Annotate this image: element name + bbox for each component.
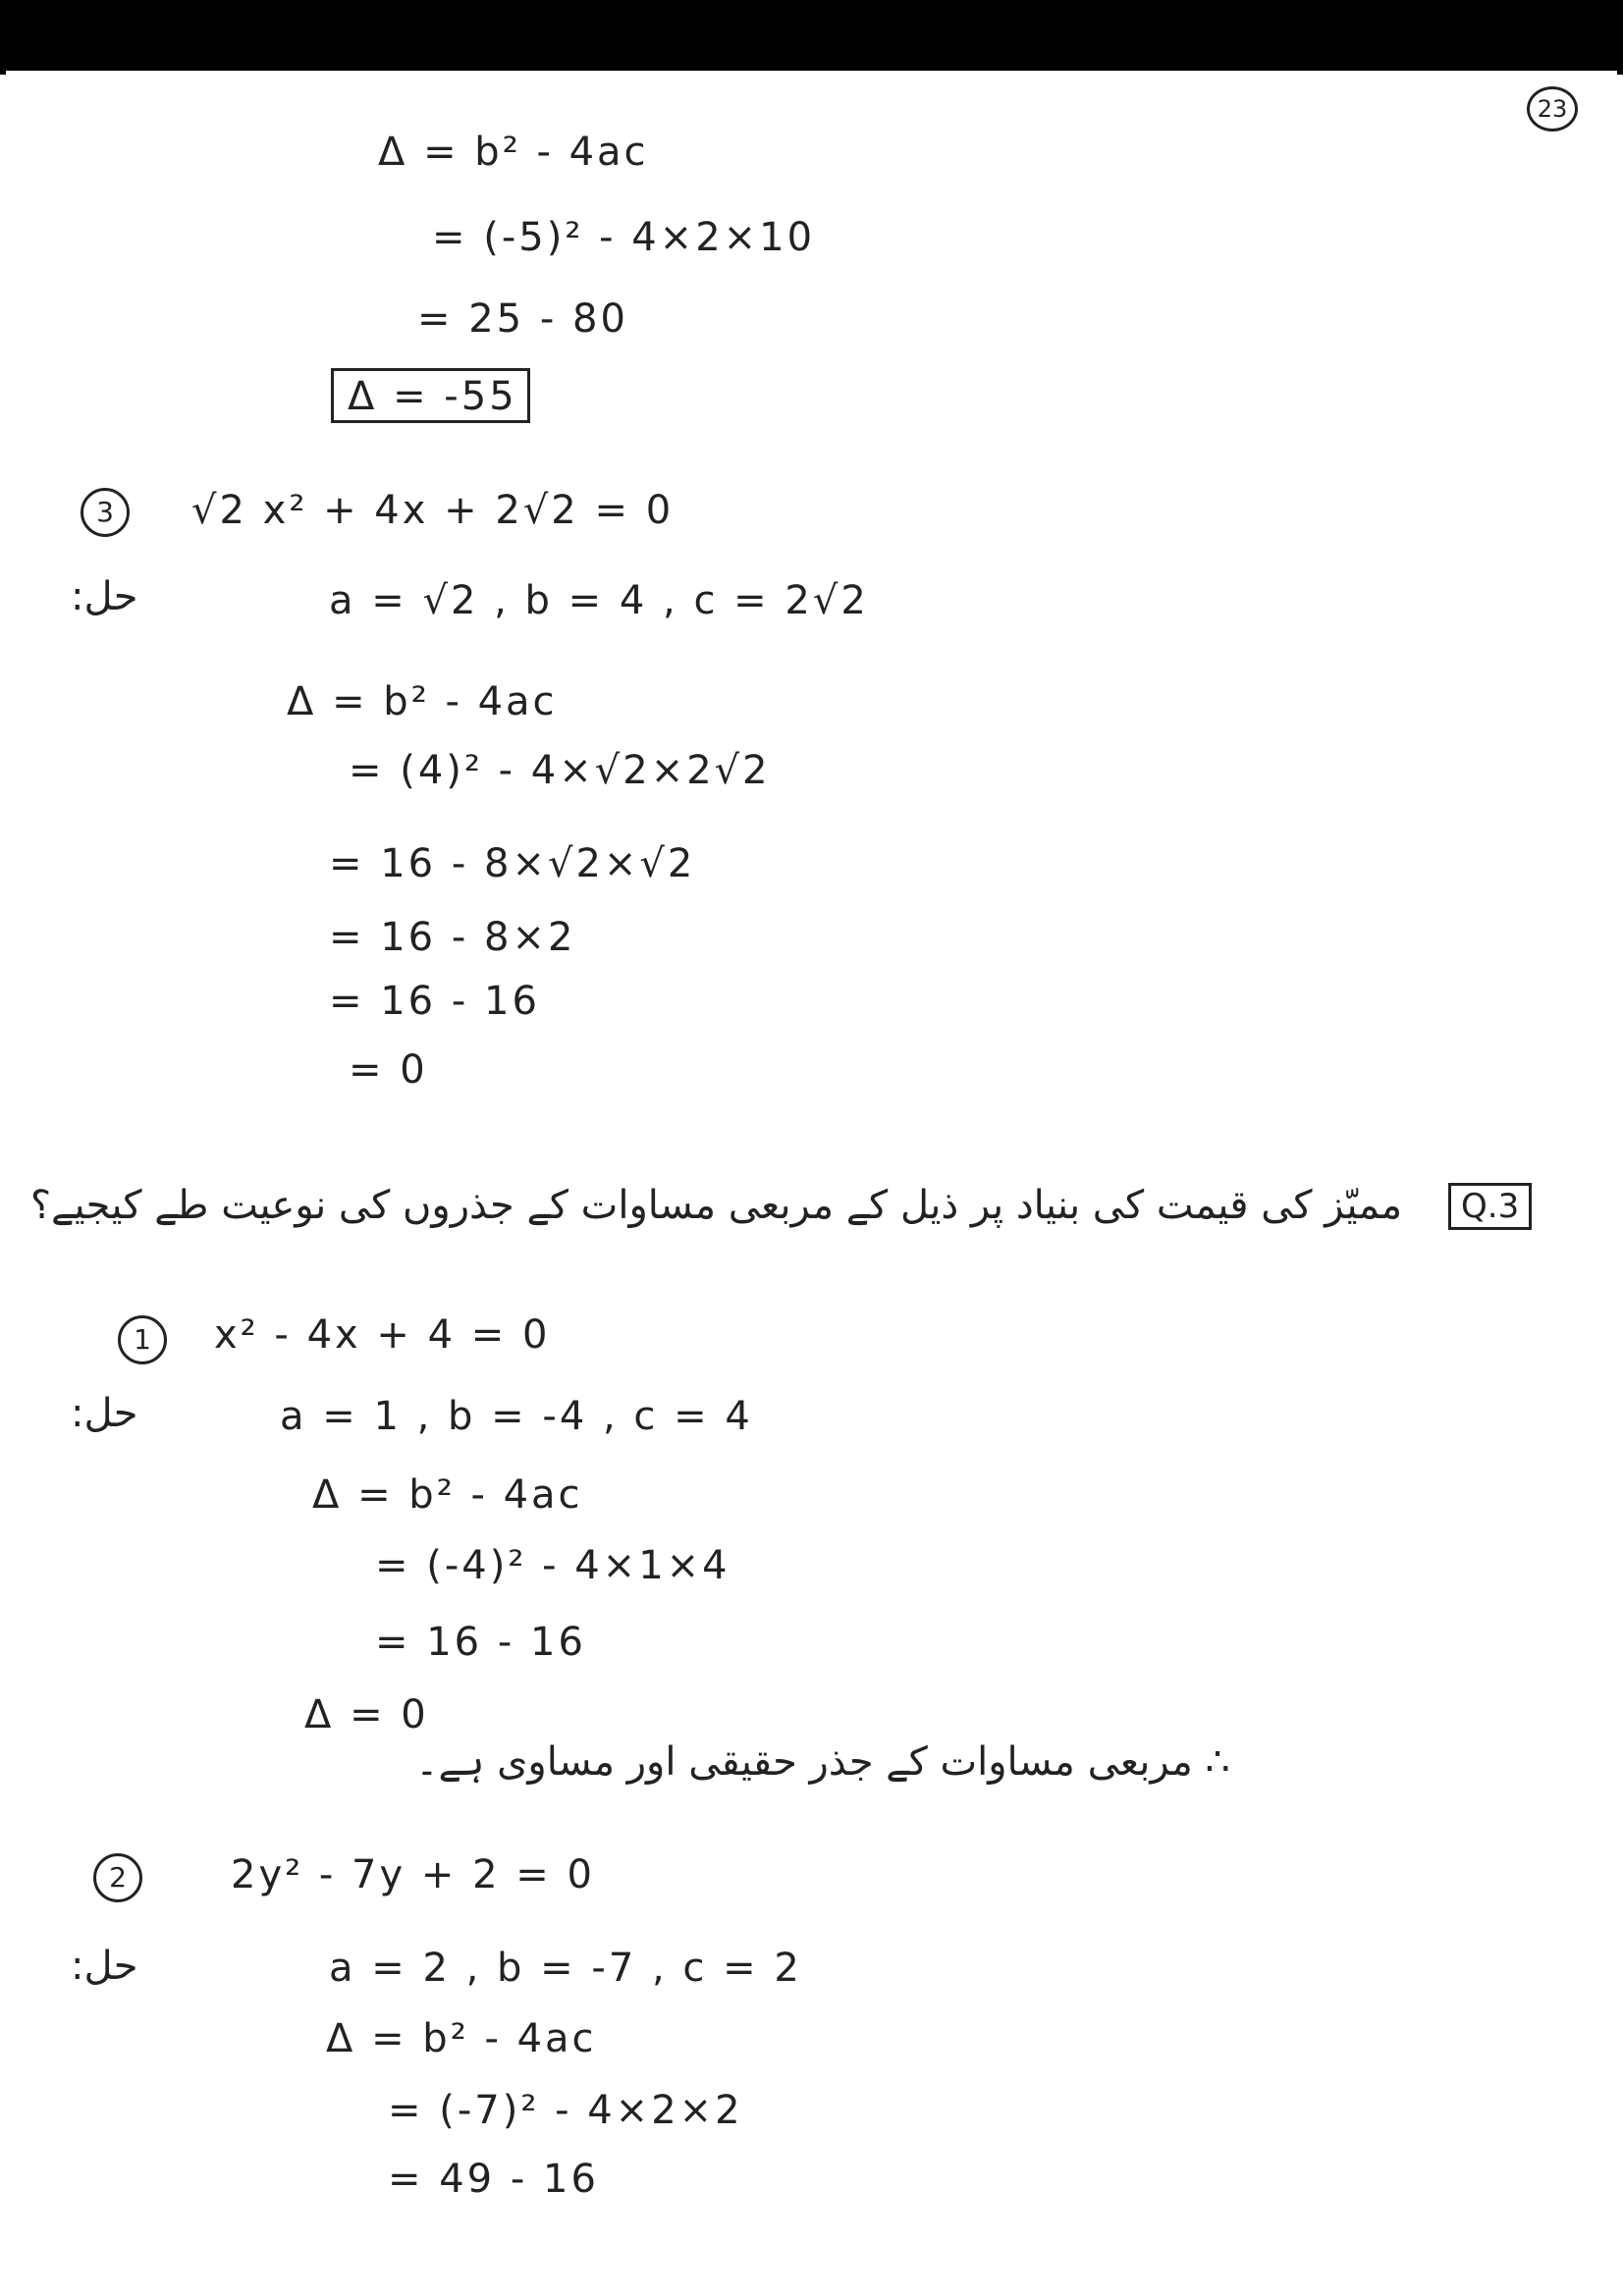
q3-part-1-conclusion: ∴ مربعی مساوات کے جذر حقیقی اور مساوی ہے۔ <box>415 1739 1230 1785</box>
part-3-coefficients: a = √2 , b = 4 , c = 2√2 <box>329 578 869 623</box>
part-3-step-4: = 16 - 8×2 <box>329 915 576 960</box>
page-number: 23 <box>1527 86 1578 132</box>
q3-part-2-coefficients: a = 2 , b = -7 , c = 2 <box>329 1946 802 1991</box>
part-3-step-5: = 16 - 16 <box>329 979 540 1024</box>
notebook-page <box>6 71 1617 2240</box>
q3-part-2-solution-label: حل: <box>71 1944 138 1989</box>
question-3-instruction: ممیّز کی قیمت کی بنیاد پر ذیل کے مربعی مساوات کے جذروں کی نوعیت طے کیجیے؟ <box>29 1183 1402 1228</box>
part-3-number: 3 <box>81 488 130 537</box>
prev-step-2: = (-5)² - 4×2×10 <box>432 215 816 260</box>
q3-part-1-step-4: Δ = 0 <box>304 1692 429 1737</box>
prev-step-1: Δ = b² - 4ac <box>378 130 649 175</box>
q3-part-2-step-3: = 49 - 16 <box>388 2157 599 2202</box>
prev-step-3: = 25 - 80 <box>417 296 628 342</box>
q3-part-2-step-2: = (-7)² - 4×2×2 <box>388 2088 743 2133</box>
q3-part-1-number: 1 <box>118 1315 167 1364</box>
part-3-step-2: = (4)² - 4×√2×2√2 <box>349 748 771 793</box>
q3-part-2-step-1: Δ = b² - 4ac <box>326 2016 597 2061</box>
q3-part-2-number: 2 <box>93 1853 142 1902</box>
part-3-step-3: = 16 - 8×√2×√2 <box>329 841 696 886</box>
q3-part-1-step-3: = 16 - 16 <box>375 1620 586 1665</box>
q3-part-2-equation: 2y² - 7y + 2 = 0 <box>231 1852 595 1897</box>
top-dark-band <box>0 0 1623 75</box>
question-3-label: Q.3 <box>1448 1183 1532 1230</box>
q3-part-1-equation: x² - 4x + 4 = 0 <box>214 1312 551 1358</box>
q3-part-1-solution-label: حل: <box>71 1391 138 1436</box>
q3-part-1-step-1: Δ = b² - 4ac <box>312 1472 583 1518</box>
part-3-step-6: = 0 <box>349 1047 428 1093</box>
part-3-equation: √2 x² + 4x + 2√2 = 0 <box>191 488 675 533</box>
part-3-solution-label: حل: <box>71 574 138 619</box>
q3-part-1-coefficients: a = 1 , b = -4 , c = 4 <box>280 1394 753 1439</box>
q3-part-1-step-2: = (-4)² - 4×1×4 <box>375 1543 730 1588</box>
bottom-band <box>0 2228 1623 2296</box>
prev-result-box: Δ = -55 <box>331 368 530 423</box>
part-3-step-1: Δ = b² - 4ac <box>287 679 558 724</box>
